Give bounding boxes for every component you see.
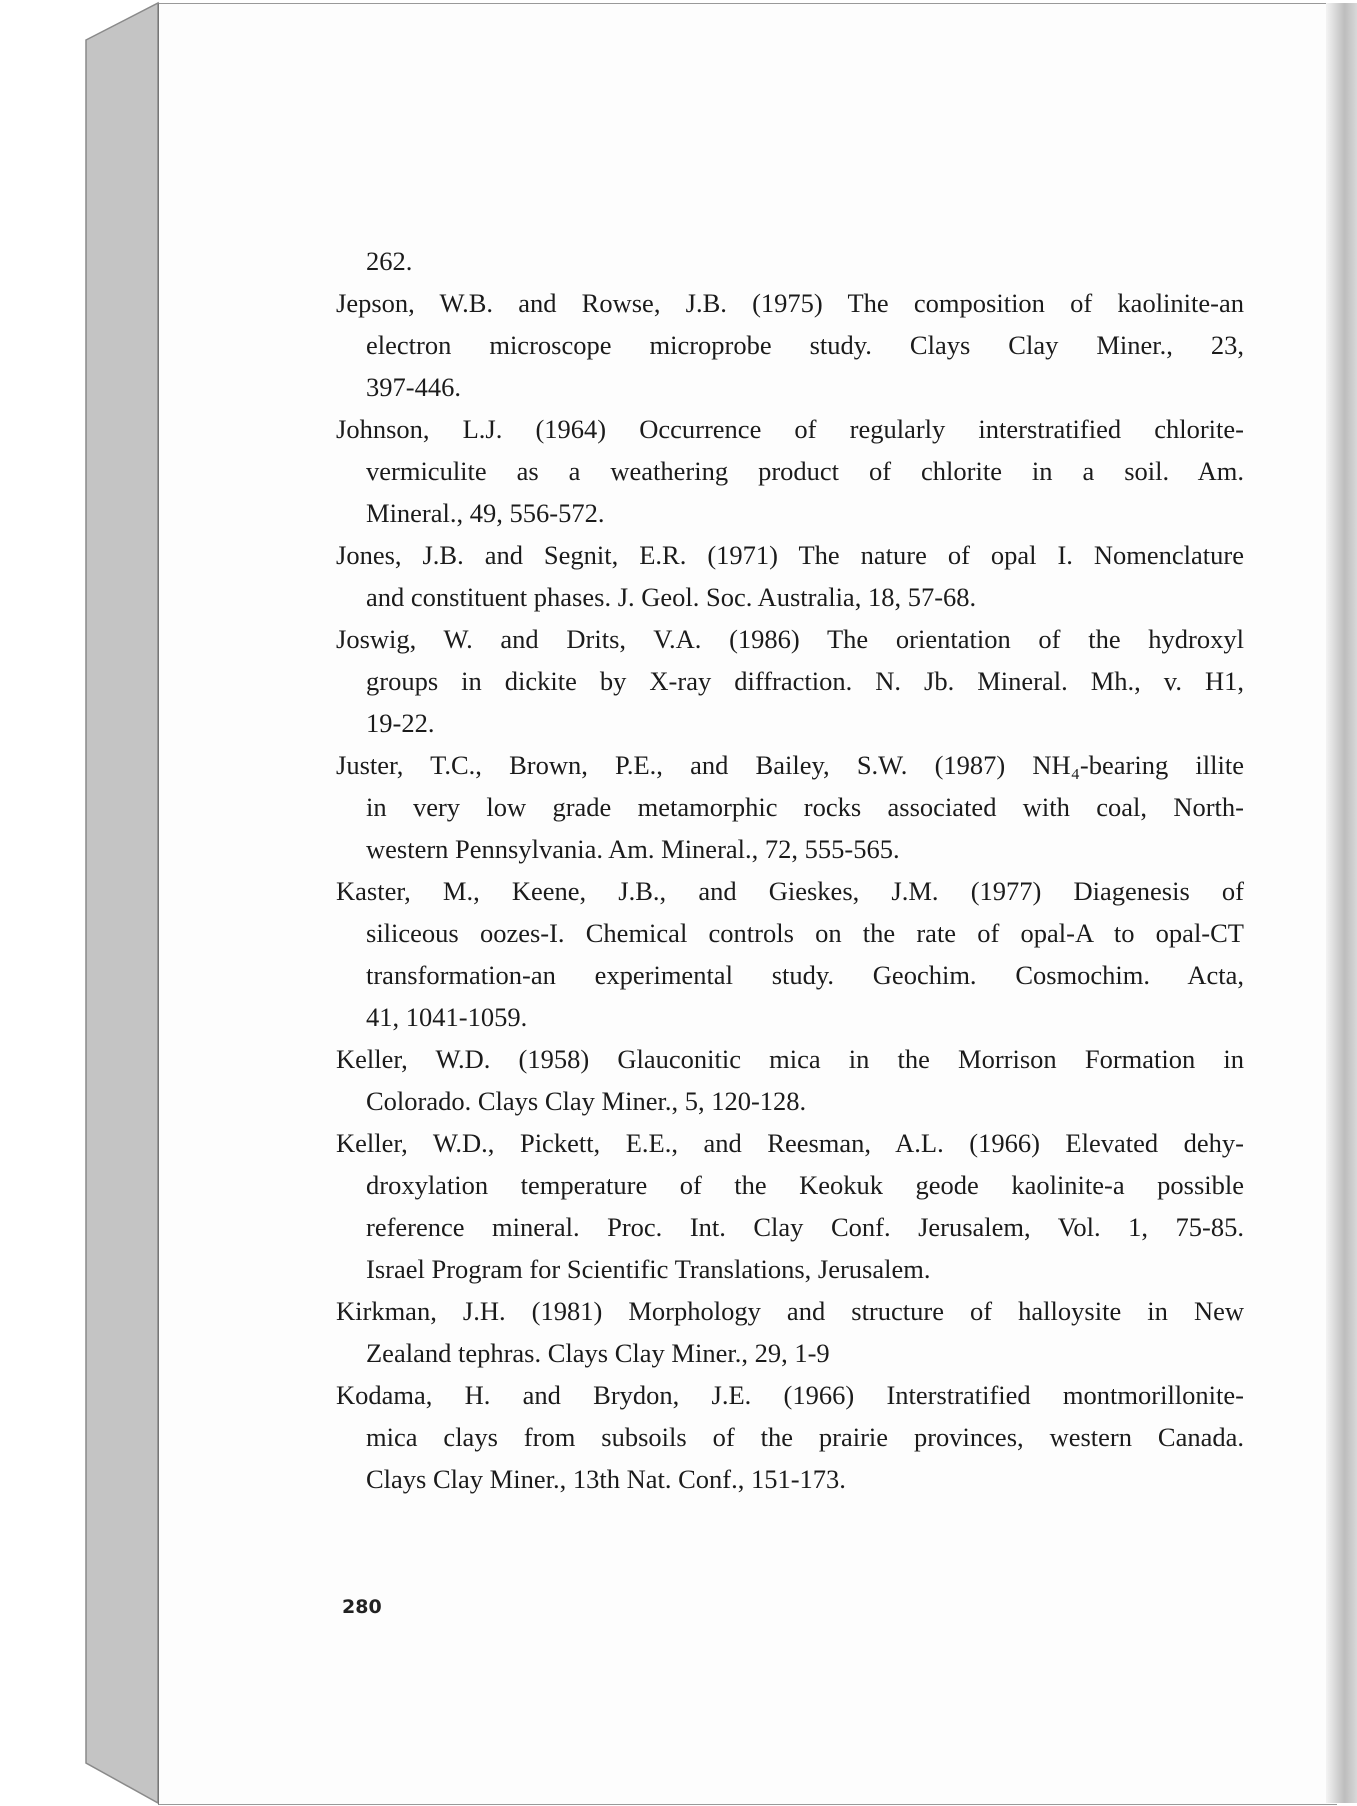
reference-line: Kaster, M., Keene, J.B., and Gieskes, J.M. (1977) Diagenesis of: [336, 876, 1244, 906]
reference-entry: [336, 1374, 1244, 1500]
reference-entry: [336, 1038, 1244, 1122]
reference-line: Israel Program for Scientific Translations, Jerusalem.: [366, 1254, 931, 1284]
reference-line: Kodama, H. and Brydon, J.E. (1966) Interstratified montmorillonite-: [336, 1380, 1244, 1410]
reference-entry: [336, 870, 1244, 1038]
reference-line: Jones, J.B. and Segnit, E.R. (1971) The nature of opal I. Nomenclature: [336, 540, 1244, 570]
reference-entry: [336, 744, 1244, 870]
reference-line: Joswig, W. and Drits, V.A. (1986) The orientation of the hydroxyl: [336, 624, 1244, 654]
reference-line: droxylation temperature of the Keokuk geode kaolinite-a possible: [366, 1170, 1244, 1200]
reference-line: vermiculite as a weathering product of chlorite in a soil. Am.: [366, 456, 1244, 486]
continuation-text: 262.: [366, 246, 413, 276]
reference-line: 19-22.: [366, 708, 435, 738]
reference-line: transformation-an experimental study. Geochim. Cosmochim. Acta,: [366, 960, 1244, 990]
reference-list: [336, 240, 1244, 1500]
reference-line: groups in dickite by X-ray diffraction. N. Jb. Mineral. Mh., v. H1,: [366, 666, 1244, 696]
reference-line: electron microscope microprobe study. Clays Clay Miner., 23,: [366, 330, 1244, 360]
reference-entry: [336, 1122, 1244, 1290]
reference-line: and constituent phases. J. Geol. Soc. Australia, 18, 57-68.: [366, 582, 977, 612]
reference-line: in very low grade metamorphic rocks associated with coal, North-: [366, 792, 1244, 822]
reference-line: Keller, W.D., Pickett, E.E., and Reesman, A.L. (1966) Elevated dehy-: [336, 1128, 1244, 1158]
reference-line: Colorado. Clays Clay Miner., 5, 120-128.: [366, 1086, 807, 1116]
reference-entry: [336, 1290, 1244, 1374]
reference-entry: [336, 534, 1244, 618]
reference-entry: [336, 282, 1244, 408]
reference-line: Mineral., 49, 556-572.: [366, 498, 605, 528]
book-spine: [0, 0, 160, 1806]
reference-line: 41, 1041-1059.: [366, 1002, 528, 1032]
reference-line: western Pennsylvania. Am. Mineral., 72, 555-565.: [366, 834, 900, 864]
reference-line: Keller, W.D. (1958) Glauconitic mica in the Morrison Formation in: [336, 1044, 1244, 1074]
reference-line: Jepson, W.B. and Rowse, J.B. (1975) The composition of kaolinite-an: [336, 288, 1244, 318]
reference-entry: [336, 408, 1244, 534]
page-number: 280: [342, 1596, 382, 1618]
reference-line: 397-446.: [366, 372, 461, 402]
reference-line: siliceous oozes-I. Chemical controls on the rate of opal-A to opal-CT: [366, 918, 1244, 948]
reference-entry: [336, 618, 1244, 744]
reference-line: reference mineral. Proc. Int. Clay Conf. Jerusalem, Vol. 1, 75-85.: [366, 1212, 1244, 1242]
reference-line: Juster, T.C., Brown, P.E., and Bailey, S.W. (1987) NH₄-bearing illite: [336, 750, 1244, 780]
reference-line: Clays Clay Miner., 13th Nat. Conf., 151-173.: [366, 1464, 846, 1494]
page-edge-shadow: [1326, 3, 1357, 1803]
reference-line: Zealand tephras. Clays Clay Miner., 29, 1-9: [366, 1338, 830, 1368]
reference-line: Kirkman, J.H. (1981) Morphology and structure of halloysite in New: [336, 1296, 1244, 1326]
reference-line: Johnson, L.J. (1964) Occurrence of regularly interstratified chlorite-: [336, 414, 1244, 444]
reference-line: mica clays from subsoils of the prairie provinces, western Canada.: [366, 1422, 1244, 1452]
